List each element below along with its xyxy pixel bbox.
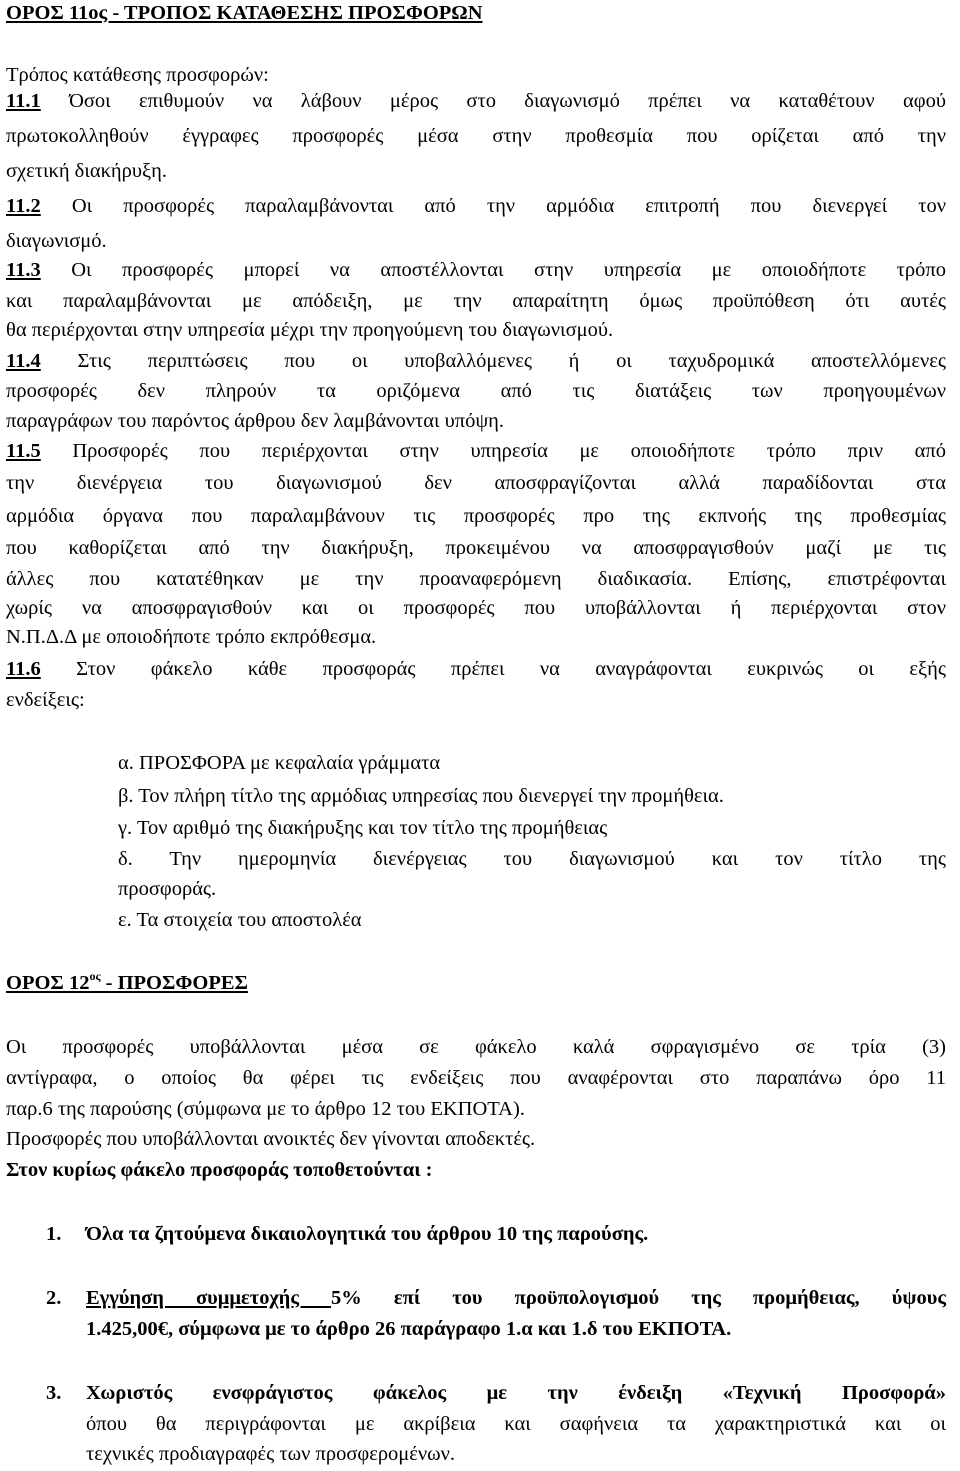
- para-11-1-line-1: [6, 88, 946, 114]
- para-text: Προσφορές που περιέρχονται στην υπηρεσία με οποιοδήποτε τρόπο πριν από: [40, 440, 946, 462]
- list-item-d-cont: προσφοράς.: [118, 878, 217, 900]
- list-item-a: α. ΠΡΟΣΦΟΡΑ με κεφαλαία γράμματα: [118, 752, 441, 774]
- para-11-5-line-6: χωρίς να αποσφραγισθούν και οι προσφορές που υποβάλλονται ή περιέρχονται στον: [6, 597, 946, 619]
- heading-text: - ΠΡΟΣΦΟΡΕΣ: [100, 972, 248, 994]
- para-11-3-line-1: [6, 257, 946, 283]
- para-text: Όσοι επιθυμούν να λάβουν μέρος στο διαγωνισμό πρέπει να καταθέτουν αφού: [40, 90, 946, 112]
- list-item-b: β. Τον πλήρη τίτλο της αρμόδιας υπηρεσίας που διενεργεί την προμήθεια.: [118, 785, 724, 807]
- heading-text: ΟΡΟΣ 12: [6, 972, 90, 994]
- item-2-number: 2.: [46, 1287, 62, 1309]
- para-11-2-line-2: διαγωνισμό.: [6, 230, 107, 252]
- item-3-line-3: τεχνικές προδιαγραφές των προσφερομένων.: [86, 1443, 456, 1465]
- para-number: 11.2: [6, 195, 41, 217]
- para-11-3-line-3: θα περιέρχονται στην υπηρεσία μέχρι την προηγούμενη του διαγωνισμού.: [6, 319, 614, 341]
- para-11-1-line-3: σχετική διακήρυξη.: [6, 160, 168, 182]
- item-3-line-2: όπου θα περιγράφονται με ακρίβεια και σαφήνεια τα χαρακτηριστικά και οι: [86, 1413, 946, 1435]
- list-item-d: δ. Την ημερομηνία διενέργειας του διαγωνισμού και τον τίτλο της: [118, 848, 946, 870]
- item-3-line-1: Χωριστός ενσφράγιστος φάκελος με την ένδειξη «Τεχνική Προσφορά»: [86, 1382, 946, 1404]
- para-11-6-line-2: ενδείξεις:: [6, 689, 85, 711]
- para-text: Οι προσφορές παραλαμβάνονται από την αρμόδια επιτροπή που διενεργεί τον: [40, 195, 946, 217]
- para-11-4-line-2: προσφορές δεν πληρούν τα οριζόμενα από τις διατάξεις των προηγουμένων: [6, 380, 946, 402]
- term12-line-1: Οι προσφορές υποβάλλονται μέσα σε φάκελο καλά σφραγισμένο σε τρία (3): [6, 1036, 946, 1058]
- heading-superscript: ος: [89, 969, 101, 983]
- list-item-c: γ. Τον αριθμό της διακήρυξης και τον τίτλο της προμήθειας: [118, 817, 608, 839]
- para-number: 11.5: [6, 440, 41, 462]
- para-11-5-line-5: άλλες που κατατέθηκαν με την προαναφερόμενη διαδικασία. Επίσης, επιστρέφονται: [6, 568, 946, 590]
- term11-heading: ΟΡΟΣ 11ος - ΤΡΟΠΟΣ ΚΑΤΑΘΕΣΗΣ ΠΡΟΣΦΟΡΩΝ: [6, 2, 483, 24]
- para-11-5-line-3: αρμόδια όργανα που παραλαμβάνουν τις προσφορές προ της εκπνοής της προθεσμίας: [6, 505, 946, 527]
- para-number: 11.3: [6, 259, 41, 281]
- para-11-5-line-1: [6, 438, 946, 464]
- term12-line-4: Προσφορές που υποβάλλονται ανοικτές δεν γίνονται αποδεκτές.: [6, 1128, 536, 1150]
- para-11-4-line-3: παραγράφων του παρόντος άρθρου δεν λαμβάνονται υπόψη.: [6, 410, 505, 432]
- item-3-number: 3.: [46, 1382, 62, 1404]
- item-2-line-2: 1.425,00€, σύμφωνα με το άρθρο 26 παράγραφο 1.α και 1.δ του ΕΚΠΟΤΑ.: [86, 1318, 732, 1340]
- para-text: Οι προσφορές μπορεί να αποστέλλονται στην υπηρεσία με οποιοδήποτε τρόπο: [40, 259, 946, 281]
- item-1-text: Όλα τα ζητούμενα δικαιολογητικά του άρθρου 10 της παρούσης.: [86, 1223, 649, 1245]
- para-text: Στις περιπτώσεις που οι υποβαλλόμενες ή οι ταχυδρομικά αποστελλόμενες: [40, 350, 946, 372]
- term12-line-3: παρ.6 της παρούσης (σύμφωνα με το άρθρο 12 του ΕΚΠΟΤΑ).: [6, 1098, 525, 1120]
- para-11-2-line-1: [6, 193, 946, 219]
- term12-line-5: Στον κυρίως φάκελο προσφοράς τοποθετούνται :: [6, 1159, 433, 1181]
- para-number: 11.6: [6, 658, 41, 680]
- para-text: Στον φάκελο κάθε προσφοράς πρέπει να αναγράφονται ευκρινώς οι εξής: [40, 658, 946, 680]
- term12-line-2: αντίγραφα, ο οποίος θα φέρει τις ενδείξεις που αναφέρονται στο παραπάνω όρο 11: [6, 1067, 946, 1089]
- item-1-number: 1.: [46, 1223, 62, 1245]
- para-11-5-line-7: Ν.Π.Δ.Δ με οποιοδήποτε τρόπο εκπρόθεσμα.: [6, 626, 377, 648]
- para-11-4-line-1: [6, 348, 946, 374]
- para-11-3-line-2: και παραλαμβάνονται με απόδειξη, με την απαραίτητη όμως προϋπόθεση ότι αυτές: [6, 290, 946, 312]
- para-11-5-line-4: που καθορίζεται από την διακήρυξη, προκειμένου να αποσφραγισθούν μαζί με τις: [6, 537, 946, 559]
- term11-intro: Τρόπος κατάθεσης προσφορών:: [6, 64, 269, 86]
- para-number: 11.4: [6, 350, 41, 372]
- underlined-phrase: Εγγύηση συμμετοχής: [86, 1287, 332, 1309]
- item-2-line-1: [86, 1285, 946, 1311]
- item-text: 5% επί του προϋπολογισμού της προμήθειας, ύψους: [331, 1287, 947, 1309]
- para-11-1-line-2: πρωτοκολληθούν έγγραφες προσφορές μέσα στην προθεσμία που ορίζεται από την: [6, 125, 946, 147]
- list-item-e: ε. Τα στοιχεία του αποστολέα: [118, 909, 362, 931]
- para-number: 11.1: [6, 90, 41, 112]
- para-11-5-line-2: την διενέργεια του διαγωνισμού δεν αποσφραγίζονται αλλά παραδίδονται στα: [6, 472, 946, 494]
- term12-heading: [6, 970, 946, 996]
- para-11-6-line-1: [6, 656, 946, 682]
